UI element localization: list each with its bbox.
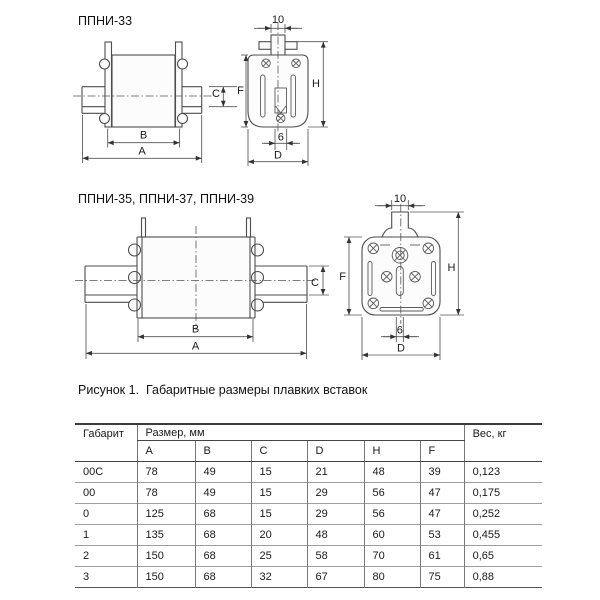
dim-label-h: H	[312, 78, 320, 90]
cell-a: 150	[137, 546, 195, 567]
table-row	[75, 504, 542, 525]
cell-h: 80	[364, 567, 420, 588]
ppni-33-title: ППНИ-33	[78, 14, 133, 28]
header-col-d: D	[307, 441, 364, 462]
table-row	[75, 567, 542, 588]
dim-label-h: H	[447, 262, 456, 274]
table-row	[75, 546, 542, 567]
ppni33-side-view-drawing	[63, 30, 243, 178]
dim-label-6: 6	[396, 324, 403, 337]
dim-label-b: B	[139, 129, 148, 142]
dim-label-d: D	[274, 149, 282, 162]
dim-label-a: A	[138, 145, 146, 158]
ppni-35-37-39-title: ППНИ-35, ППНИ-37, ППНИ-39	[78, 192, 255, 206]
dim-label-10: 10	[271, 14, 285, 26]
cell-a: 150	[137, 567, 195, 588]
cell-gabarit: 0	[75, 504, 137, 525]
cell-b: 68	[195, 525, 251, 546]
cell-gabarit: 00C	[75, 462, 137, 483]
ppni35-front-view-drawing	[333, 192, 485, 374]
dim-label-d: D	[397, 342, 405, 355]
cell-b: 68	[195, 567, 251, 588]
cell-d: 48	[307, 525, 364, 546]
cell-h: 48	[364, 462, 420, 483]
cell-ves: 0,455	[464, 525, 542, 546]
header-col-b: B	[195, 441, 251, 462]
cell-d: 29	[307, 483, 364, 504]
cell-gabarit: 1	[75, 525, 137, 546]
dim-label-f: F	[339, 271, 346, 283]
header-ves: Вес, кг	[464, 424, 542, 462]
ppni35-side-view-drawing	[63, 212, 333, 372]
cell-h: 60	[364, 525, 420, 546]
cell-a: 125	[137, 504, 195, 525]
cell-f: 53	[420, 525, 464, 546]
cell-ves: 0,123	[464, 462, 542, 483]
cell-b: 68	[195, 504, 251, 525]
dim-label-b: B	[191, 323, 200, 336]
cell-ves: 0,65	[464, 546, 542, 567]
header-col-h: H	[364, 441, 420, 462]
dimensions-table	[75, 423, 542, 588]
dim-label-6: 6	[277, 131, 284, 144]
cell-gabarit: 3	[75, 567, 137, 588]
cell-c: 15	[251, 483, 307, 504]
header-col-a: A	[137, 441, 195, 462]
ppni33-front-view-drawing	[236, 10, 336, 180]
cell-ves: 0,88	[464, 567, 542, 588]
cell-c: 15	[251, 504, 307, 525]
dim-label-a: A	[191, 340, 200, 353]
fuse-body	[100, 42, 188, 127]
cell-f: 75	[420, 567, 464, 588]
cell-a: 78	[137, 462, 195, 483]
dim-label-c: C	[212, 88, 220, 100]
header-razmer: Размер, мм	[137, 424, 464, 441]
cell-c: 15	[251, 462, 307, 483]
cell-c: 25	[251, 546, 307, 567]
cell-h: 56	[364, 483, 420, 504]
cell-h: 56	[364, 504, 420, 525]
cell-f: 47	[420, 483, 464, 504]
cell-b: 68	[195, 546, 251, 567]
cell-b: 49	[195, 483, 251, 504]
cell-d: 29	[307, 504, 364, 525]
cell-f: 39	[420, 462, 464, 483]
cell-b: 49	[195, 462, 251, 483]
cell-h: 70	[364, 546, 420, 567]
table-row	[75, 525, 542, 546]
dim-label-f: F	[237, 85, 244, 97]
cell-f: 47	[420, 504, 464, 525]
cell-f: 61	[420, 546, 464, 567]
cell-ves: 0,252	[464, 504, 542, 525]
dim-label-10: 10	[393, 193, 407, 205]
cell-a: 135	[137, 525, 195, 546]
header-col-f: F	[420, 441, 464, 462]
cell-d: 67	[307, 567, 364, 588]
figure-caption: Рисунок 1. Габаритные размеры плавких вставок	[78, 383, 368, 397]
cell-d: 21	[307, 462, 364, 483]
table-row	[75, 462, 542, 483]
header-col-c: C	[251, 441, 307, 462]
cell-c: 20	[251, 525, 307, 546]
cell-d: 58	[307, 546, 364, 567]
table-row	[75, 483, 542, 504]
cell-gabarit: 2	[75, 546, 137, 567]
cell-a: 78	[137, 483, 195, 504]
header-gabarit: Габарит	[75, 424, 137, 462]
dim-label-c: C	[311, 277, 319, 289]
cell-c: 32	[251, 567, 307, 588]
cell-ves: 0,175	[464, 483, 542, 504]
cell-gabarit: 00	[75, 483, 137, 504]
